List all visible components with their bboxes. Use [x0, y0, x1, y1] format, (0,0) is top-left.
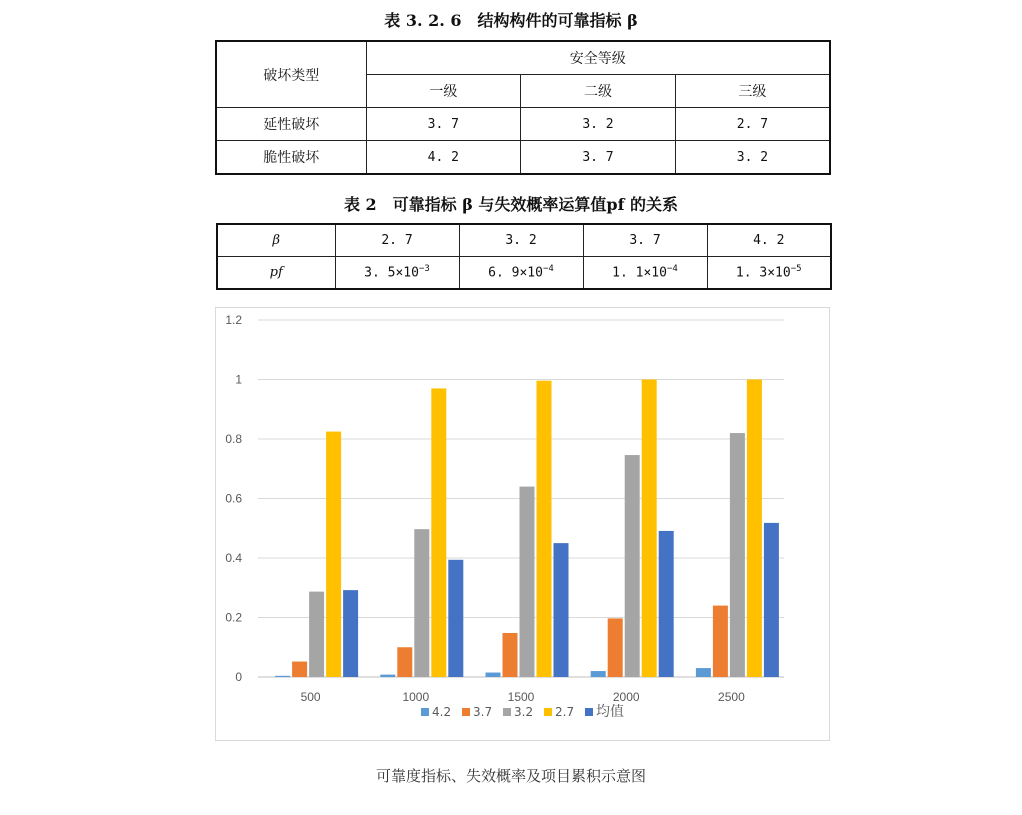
beta-row-label: β	[217, 224, 335, 257]
bar-3.2-500	[309, 592, 324, 677]
y-tick-label: 0.8	[225, 432, 242, 446]
pf-mantissa: 1. 3×10	[735, 265, 791, 281]
bar-3.2-1500	[520, 487, 535, 677]
failure-type-header: 破坏类型	[216, 41, 366, 108]
pf-exponent: −5	[790, 264, 802, 275]
bar-4.2-1500	[486, 673, 501, 677]
table-cell: 2. 7	[675, 108, 830, 141]
table-cell: 3. 2	[521, 108, 676, 141]
x-tick-label: 2500	[718, 690, 745, 704]
bar-3.7-1500	[503, 633, 518, 677]
bar-2.7-2500	[747, 380, 762, 678]
table-cell: 4. 2	[707, 224, 831, 257]
legend-swatch	[462, 708, 470, 716]
pf-exponent: −3	[418, 264, 430, 275]
legend-swatch	[421, 708, 429, 716]
legend-label: 3.2	[514, 705, 534, 719]
bar-3.2-1000	[414, 529, 429, 677]
safety-level-header: 安全等级	[366, 41, 830, 75]
row-label: 脆性破坏	[216, 141, 366, 175]
bar-3.7-500	[292, 662, 307, 677]
y-tick-label: 0.6	[225, 491, 242, 506]
table-row	[217, 257, 831, 290]
pf-mantissa: 6. 9×10	[488, 265, 543, 281]
bar-4.2-500	[275, 676, 290, 677]
table-cell	[459, 257, 583, 290]
legend-swatch	[585, 708, 593, 716]
reliability-index-table	[215, 40, 831, 175]
y-tick-label: 1	[235, 372, 242, 387]
bar-3.2-2500	[730, 433, 745, 677]
bar-3.7-2000	[608, 618, 623, 677]
bar-均值-500	[343, 590, 358, 677]
bar-3.7-2500	[713, 606, 728, 677]
table1-title: 表 3. 2. 6 结构构件的可靠指标 β	[384, 11, 638, 30]
chart-frame	[215, 307, 830, 741]
table-cell: 2. 7	[335, 224, 459, 257]
x-tick-label: 2000	[612, 690, 640, 704]
table-cell: 3. 2	[675, 141, 830, 175]
y-tick-label: 0.4	[225, 551, 242, 565]
pf-mantissa: 3. 5×10	[364, 265, 419, 281]
pf-exponent: −4	[542, 264, 554, 275]
table-row	[216, 141, 830, 175]
table-row	[216, 108, 830, 141]
bar-均值-1000	[448, 560, 463, 677]
beta-pf-table	[216, 223, 832, 290]
legend-label: 4.2	[432, 705, 452, 719]
bar-2.7-1500	[537, 381, 552, 677]
table-cell: 3. 7	[521, 141, 676, 175]
bar-chart	[216, 308, 829, 740]
y-tick-label: 0.2	[225, 610, 242, 625]
bar-均值-2000	[659, 531, 674, 677]
y-tick-label: 1.2	[225, 313, 242, 327]
legend-swatch	[544, 708, 552, 716]
bar-3.7-1000	[397, 647, 412, 677]
bar-2.7-1000	[431, 388, 446, 677]
level-header: 一级	[366, 75, 521, 108]
table-cell: 3. 2	[459, 224, 583, 257]
legend-label: 3.7	[473, 705, 493, 719]
pf-row-label: pf	[217, 257, 335, 290]
row-label: 延性破坏	[216, 108, 366, 141]
x-tick-label: 500	[300, 690, 321, 704]
bar-2.7-500	[326, 432, 341, 677]
bar-3.2-2000	[625, 455, 640, 677]
level-header: 二级	[521, 75, 676, 108]
table-cell	[583, 257, 707, 290]
table-cell: 3. 7	[366, 108, 521, 141]
bar-均值-2500	[764, 523, 779, 677]
bar-均值-1500	[554, 543, 569, 677]
bar-4.2-2000	[591, 671, 606, 677]
table-cell: 3. 7	[583, 224, 707, 257]
pf-mantissa: 1. 1×10	[612, 265, 667, 281]
x-tick-label: 1500	[507, 690, 535, 704]
legend-label: 2.7	[555, 705, 575, 719]
table-row	[217, 224, 831, 257]
y-tick-label: 0	[235, 670, 242, 684]
table2-title: 表 2 可靠指标 β 与失效概率运算值pf 的关系	[343, 195, 679, 214]
bar-4.2-2500	[696, 668, 711, 677]
figure-caption: 可靠度指标、失效概率及项目累积示意图	[375, 767, 646, 785]
bar-4.2-1000	[380, 675, 395, 677]
table-cell	[335, 257, 459, 290]
bar-2.7-2000	[642, 380, 657, 678]
table-cell: 4. 2	[366, 141, 521, 175]
pf-exponent: −4	[666, 264, 678, 275]
legend-swatch	[503, 708, 511, 716]
legend-label: 均值	[596, 704, 624, 720]
table-cell	[707, 257, 831, 290]
x-tick-label: 1000	[402, 690, 430, 704]
level-header: 三级	[675, 75, 830, 108]
